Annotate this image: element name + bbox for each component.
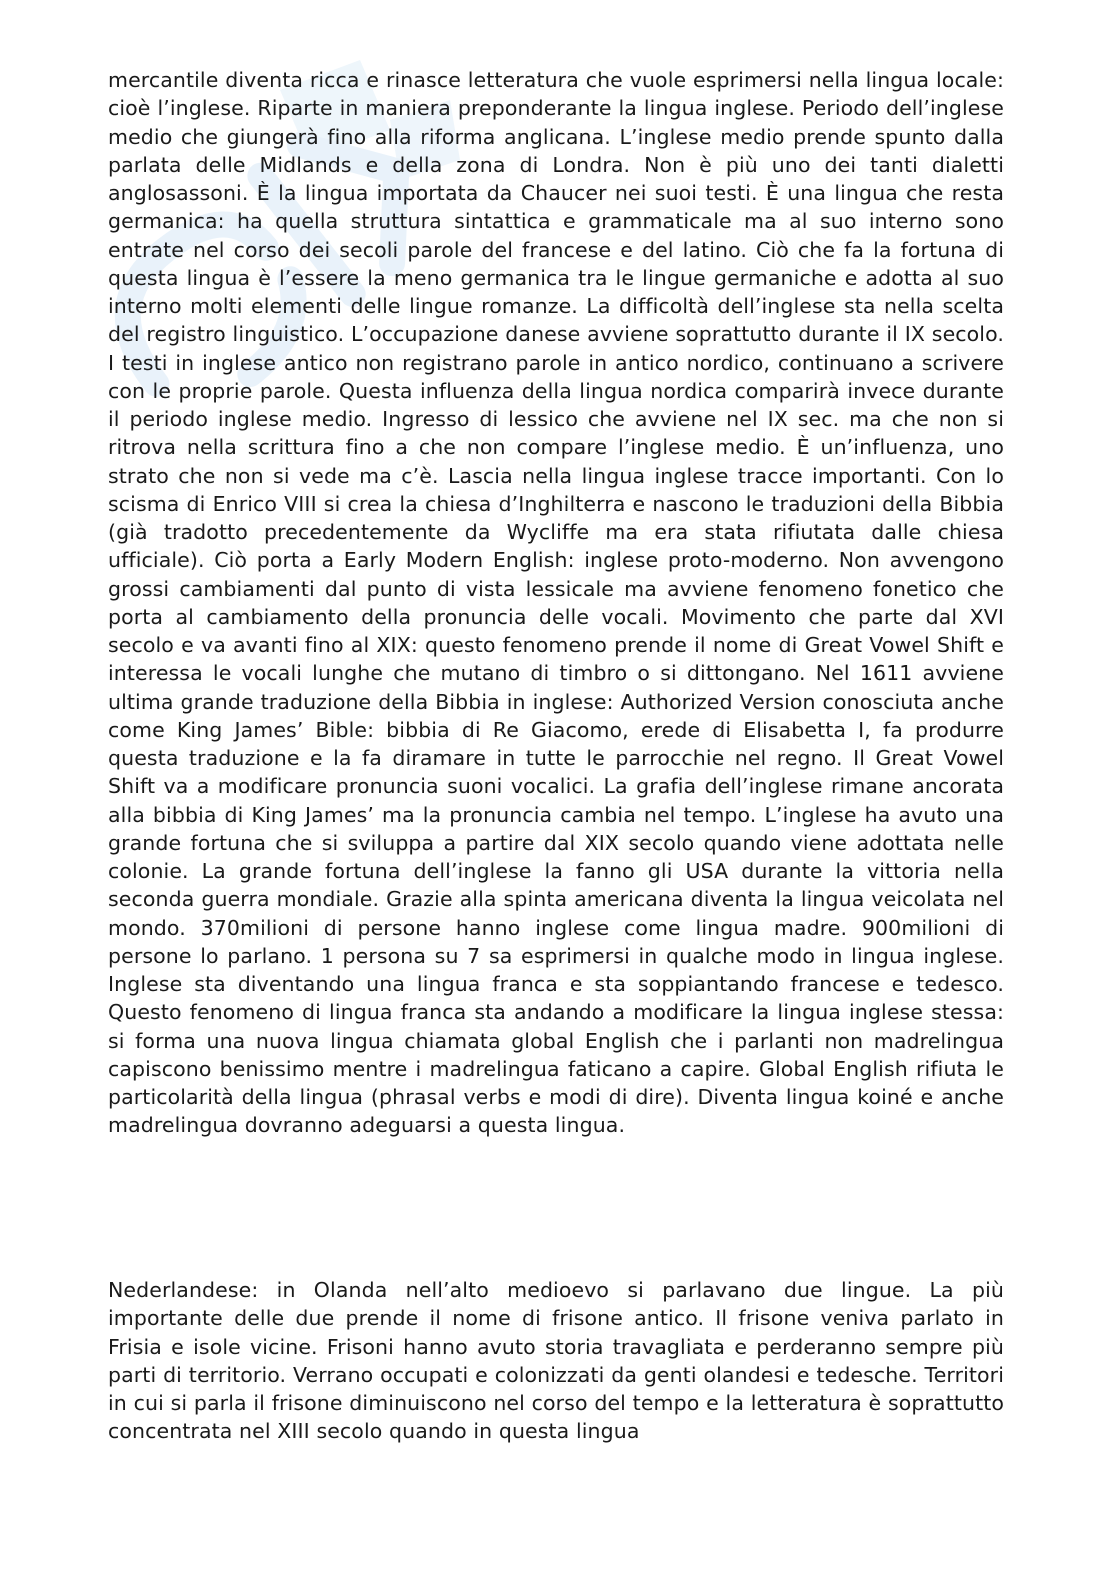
paragraph-english-history: mercantile diventa ricca e rinasce letteratura che vuole esprimersi nella lingua locale: cioè l’inglese. Riparte in maniera preponderante la lingua inglese. Periodo dell’inglese medio che giungerà fino alla riforma anglicana. L’inglese medio prende spunto dalla parlata delle Midlands e della zona di Londra. Non è più uno dei tanti dialetti anglosassoni. È la lingua importata da Chaucer nei suoi testi. È una lingua che resta germanica: ha quella struttura sintattica e grammaticale ma al suo interno sono entrate nel corso dei secoli parole del francese e del latino. Ciò che fa la fortuna di questa lingua è l’essere la meno germanica tra le lingue germaniche e adotta al suo interno molti elementi delle lingue romanze. La difficoltà dell’inglese sta nella scelta del registro linguistico. L’occupazione danese avviene soprattutto durante il IX secolo. I testi in inglese antico non registrano parole in antico nordico, continuano a scrivere con le proprie parole. Questa influenza della lingua nordica comparirà invece durante il periodo inglese medio. Ingresso di lessico che avviene nel IX sec. ma che non si ritrova nella scrittura fino a che non compare l’inglese medio. È un’influenza, uno strato che non si vede ma c’è. Lascia nella lingua inglese tracce importanti. Con lo scisma di Enrico VIII si crea la chiesa d’Inghilterra e nascono le traduzioni della Bibbia (già tradotto precedentemente da Wycliffe ma era stata rifiutata dalle chiesa ufficiale). Ciò porta a Early Modern English: inglese proto-moderno. Non avvengono grossi cambiamenti dal punto di vista lessicale ma avviene fenomeno fonetico che porta al cambiamento della pronuncia delle vocali. Movimento che parte dal XVI secolo e va avanti fino al XIX: questo fenomeno prende il nome di Great Vowel Shift e interessa le vocali lunghe che mutano di timbro o si dittongano. Nel 1611 avviene ultima grande traduzione della Bibbia in inglese: Authorized Version conosciuta anche come King James’ Bible: bibbia di Re Giacomo, erede di Elisabetta I, fa produrre questa traduzione e la fa diramare in tutte le parrocchie nel regno. Il Great Vowel Shift va a modificare pronuncia suoni vocalici. La grafia dell’inglese rimane ancorata alla bibbia di King James’ ma la pronuncia cambia nel tempo. L’inglese ha avuto una grande fortuna che si sviluppa a partire dal XIX secolo quando viene adottata nelle colonie. La grande fortuna dell’inglese la fanno gli USA durante la vittoria nella seconda guerra mondiale. Grazie alla spinta americana diventa la lingua veicolata nel mondo. 370milioni di persone hanno inglese come lingua madre. 900milioni di persone lo parlano. 1 persona su 7 sa esprimersi in qualche modo in lingua inglese. Inglese sta diventando una lingua franca e sta soppiantando francese e tedesco. Questo fenomeno di lingua franca sta andando a modificare la lingua inglese stessa: si forma una nuova lingua chiamata global English che i parlanti non madrelingua capiscono benissimo mentre i madrelingua faticano a capire. Global English rifiuta le particolarità della lingua (phrasal verbs e modi di dire). Diventa lingua koiné e anche madrelingua dovranno adeguarsi a questa lingua. bbox=[108, 68, 1004, 1138]
paragraph-nederlandese: Nederlandese: in Olanda nell’alto medioevo si parlavano due lingue. La più importante delle due prende il nome di frisone antico. Il frisone veniva parlato in Frisia e isole vicine. Frisoni hanno avuto storia travagliata e perderanno sempre più parti di territorio. Verrano occupati e colonizzati da genti olandesi e tedesche. Territori in cui si parla il frisone diminuiscono nel corso del tempo e la letteratura è soprattutto concentrata nel XIII secolo quando in questa lingua bbox=[108, 1278, 1004, 1444]
